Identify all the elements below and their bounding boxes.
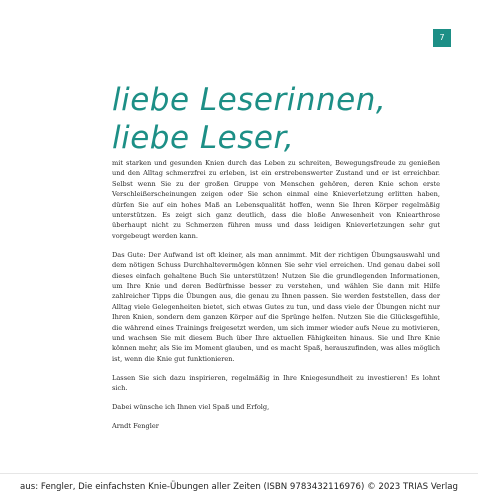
paragraph-das-gute: Das Gute: Der Aufwand ist oft kleiner, als man annimmt. Mit der richtigen Übungsauswahl und dem nötigen Schuss Durchhaltevermögen können Sie sehr viel erreichen. Und genau dabei soll dieses einfach gehaltene Buch Sie unterstützen! Nutzen Sie die grundlegenden Informationen, um Ihre Knie und deren Bedürfnisse besser zu verstehen, und wählen Sie dann mit Hilfe zahlreicher Tipps die Übungen aus, die genau zu Ihnen passen. Sie werden feststellen, dass der Alltag viele Gelegenheiten bietet, sich etwas Gutes zu tun, und dass viele der Übungen nicht nur Ihren Knien, sondern dem ganzen Körper auf die Sprünge helfen. Nutzen Sie die Glücksgefühle, die während eines Trainings freigesetzt werden, um sich immer wieder aufs Neue zu motivieren, und wachsen Sie mit diesem Buch über Ihre aktuellen Fähigkeiten hinaus. Sie und Ihre Knie können mehr, als Sie im Moment glauben, und es macht Spaß, herauszufinden, was alles möglich ist, wenn die Knie gut funktionieren.	[112, 250, 440, 363]
heading-line-1: liebe Leserinnen,	[112, 81, 387, 118]
paragraph-intro: mit starken und gesunden Knien durch das Leben zu schreiten, Bewegungsfreude zu genießen und den Alltag schmerzfrei zu erleben, ist ein erstrebenswerter Zustand und er ist erreichbar. Selbst wenn Sie zu der großen Gruppe von Menschen gehören, deren Knie schon erste Verschleißerscheinungen zeigen oder Sie schon einmal eine Knieverletzung erlitten haben, dürfen Sie auf ein hohes Maß an Lebensqualität hoffen, wenn Sie Ihren Körper regelmäßig unterstützen. Es zeigt sich ganz deutlich, dass die bloße Anwesenheit von Kniearthrose überhaupt nicht zu Schmerzen führen muss und dass leidigen Knieverletzungen sehr gut vorgebeugt werden kann.	[112, 159, 440, 240]
heading-line-2: liebe Leser,	[112, 119, 295, 156]
source-footer: aus: Fengler, Die einfachsten Knie-Übungen aller Zeiten (ISBN 9783432116976) © 2023 TRIAS Verlag	[0, 473, 478, 501]
paragraph-invest: Lassen Sie sich dazu inspirieren, regelmäßig in Ihre Kniegesundheit zu investieren! Es lohnt sich.	[112, 373, 440, 393]
paragraph-closing: Dabei wünsche ich Ihnen viel Spaß und Erfolg,	[112, 403, 270, 412]
page-number-badge: 7	[433, 29, 451, 47]
body-text	[112, 158, 440, 431]
page-heading	[112, 81, 386, 157]
author-signature: Arndt Fengler	[112, 421, 159, 430]
